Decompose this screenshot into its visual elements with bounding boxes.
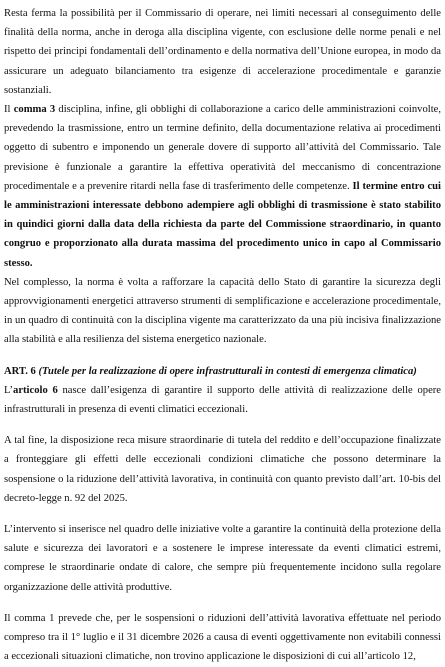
- text-run: Il: [4, 104, 14, 116]
- article-title: (Tutele per la realizzazione di opere infrastrutturali in contesti di emergenza climatica): [38, 365, 417, 377]
- paragraph-nel-complesso: Nel complesso, la norma è volta a rafforzare la capacità dello Stato di garantire la sicurezza degli approvvigionamenti energetici attraverso strumenti di semplificazione e accelerazione procedimentale, in un quadro di continuità con la disciplina vigente ma caratterizzato da una più incisiva finalizzazione alla stabilità e alla resilienza del sistema energetico nazionale.: [4, 276, 441, 346]
- article-6-heading: [4, 362, 441, 381]
- paragraph-commissario-deroga: Resta ferma la possibilità per il Commissario di operare, nei limiti necessari al conseguimento delle finalità della norma, anche in deroga alla disciplina vigente, con esclusione delle norme penali e nel rispetto dei principi fondamentali dell’ordinamento e della normativa dell’Unione europea, in modo da assicurare un adeguato bilanciamento tra esigenze di accelerazione procedimentale e garanzie sostanziali.: [4, 8, 441, 96]
- article-label: ART. 6: [4, 365, 39, 377]
- paragraph-comma-1: Il comma 1 prevede che, per le sospensioni o riduzioni dell’attività lavorativa effettuate nel periodo compreso tra il 1° luglio e il 31 dicembre 2026 a causa di eventi oggettivamente non evitabili connessi a eccezionali situazioni climatiche, non trovino applicazione le disposizioni di cui all’articolo 12,: [4, 612, 441, 663]
- bold-termine-trasmissione: Il termine entro cui le amministrazioni interessate debbono adempiere agli obblighi di trasmissione è stato stabilito in quindici giorni dalla data della richiesta da parte del Commissione straordinario, in quanto congruo e proporzionato alla durata massima del procedimento unico in capo al Commissario stesso.: [4, 180, 441, 269]
- paragraph-comma-3: [4, 100, 441, 273]
- bold-articolo-6: articolo 6: [13, 384, 58, 396]
- text-run: disciplina, infine, gli obblighi di collaborazione a carico delle amministrazioni coinvolte, prevedendo la trasmissione, entro un termine definito, della documentazione relativa ai procedimenti oggetto di subentro e imponendo un generale dovere di supporto all’attività del Commissario. Tale previsione è funzionale a garantire la effettiva operatività del meccanismo di concentrazione procedimentale e a prevenire ritardi nella fase di trasferimento delle competenze.: [4, 104, 442, 192]
- paragraph-intervento: L’intervento si inserisce nel quadro delle iniziative volte a garantire la continuità della protezione della salute e sicurezza dei lavoratori e a sostenere le imprese interessate da eventi climatici estremi, comprese le straordinarie ondate di calore, che sempre più frequentemente incidono sulla regolare organizzazione delle attività produttive.: [4, 524, 441, 593]
- text-run: nasce dall’esigenza di garantire il supporto delle attività di realizzazione delle opere infrastrutturali in presenza di eventi climatici eccezionali.: [4, 384, 442, 416]
- bold-comma-3: comma 3: [13, 104, 56, 116]
- text-run: L’: [4, 384, 14, 396]
- paragraph-a-tal-fine: A tal fine, la disposizione reca misure straordinarie di tutela del reddito e dell’occupazione finalizzate a fronteggiare gli effetti delle eccezionali condizioni climatiche che possono determinare la sospensione o la riduzione dell’attività lavorativa, in continuità con quanto previsto dall’art. 10-bis del decreto-legge n. 92 del 2025.: [4, 435, 441, 504]
- paragraph-articolo-6: [4, 381, 441, 419]
